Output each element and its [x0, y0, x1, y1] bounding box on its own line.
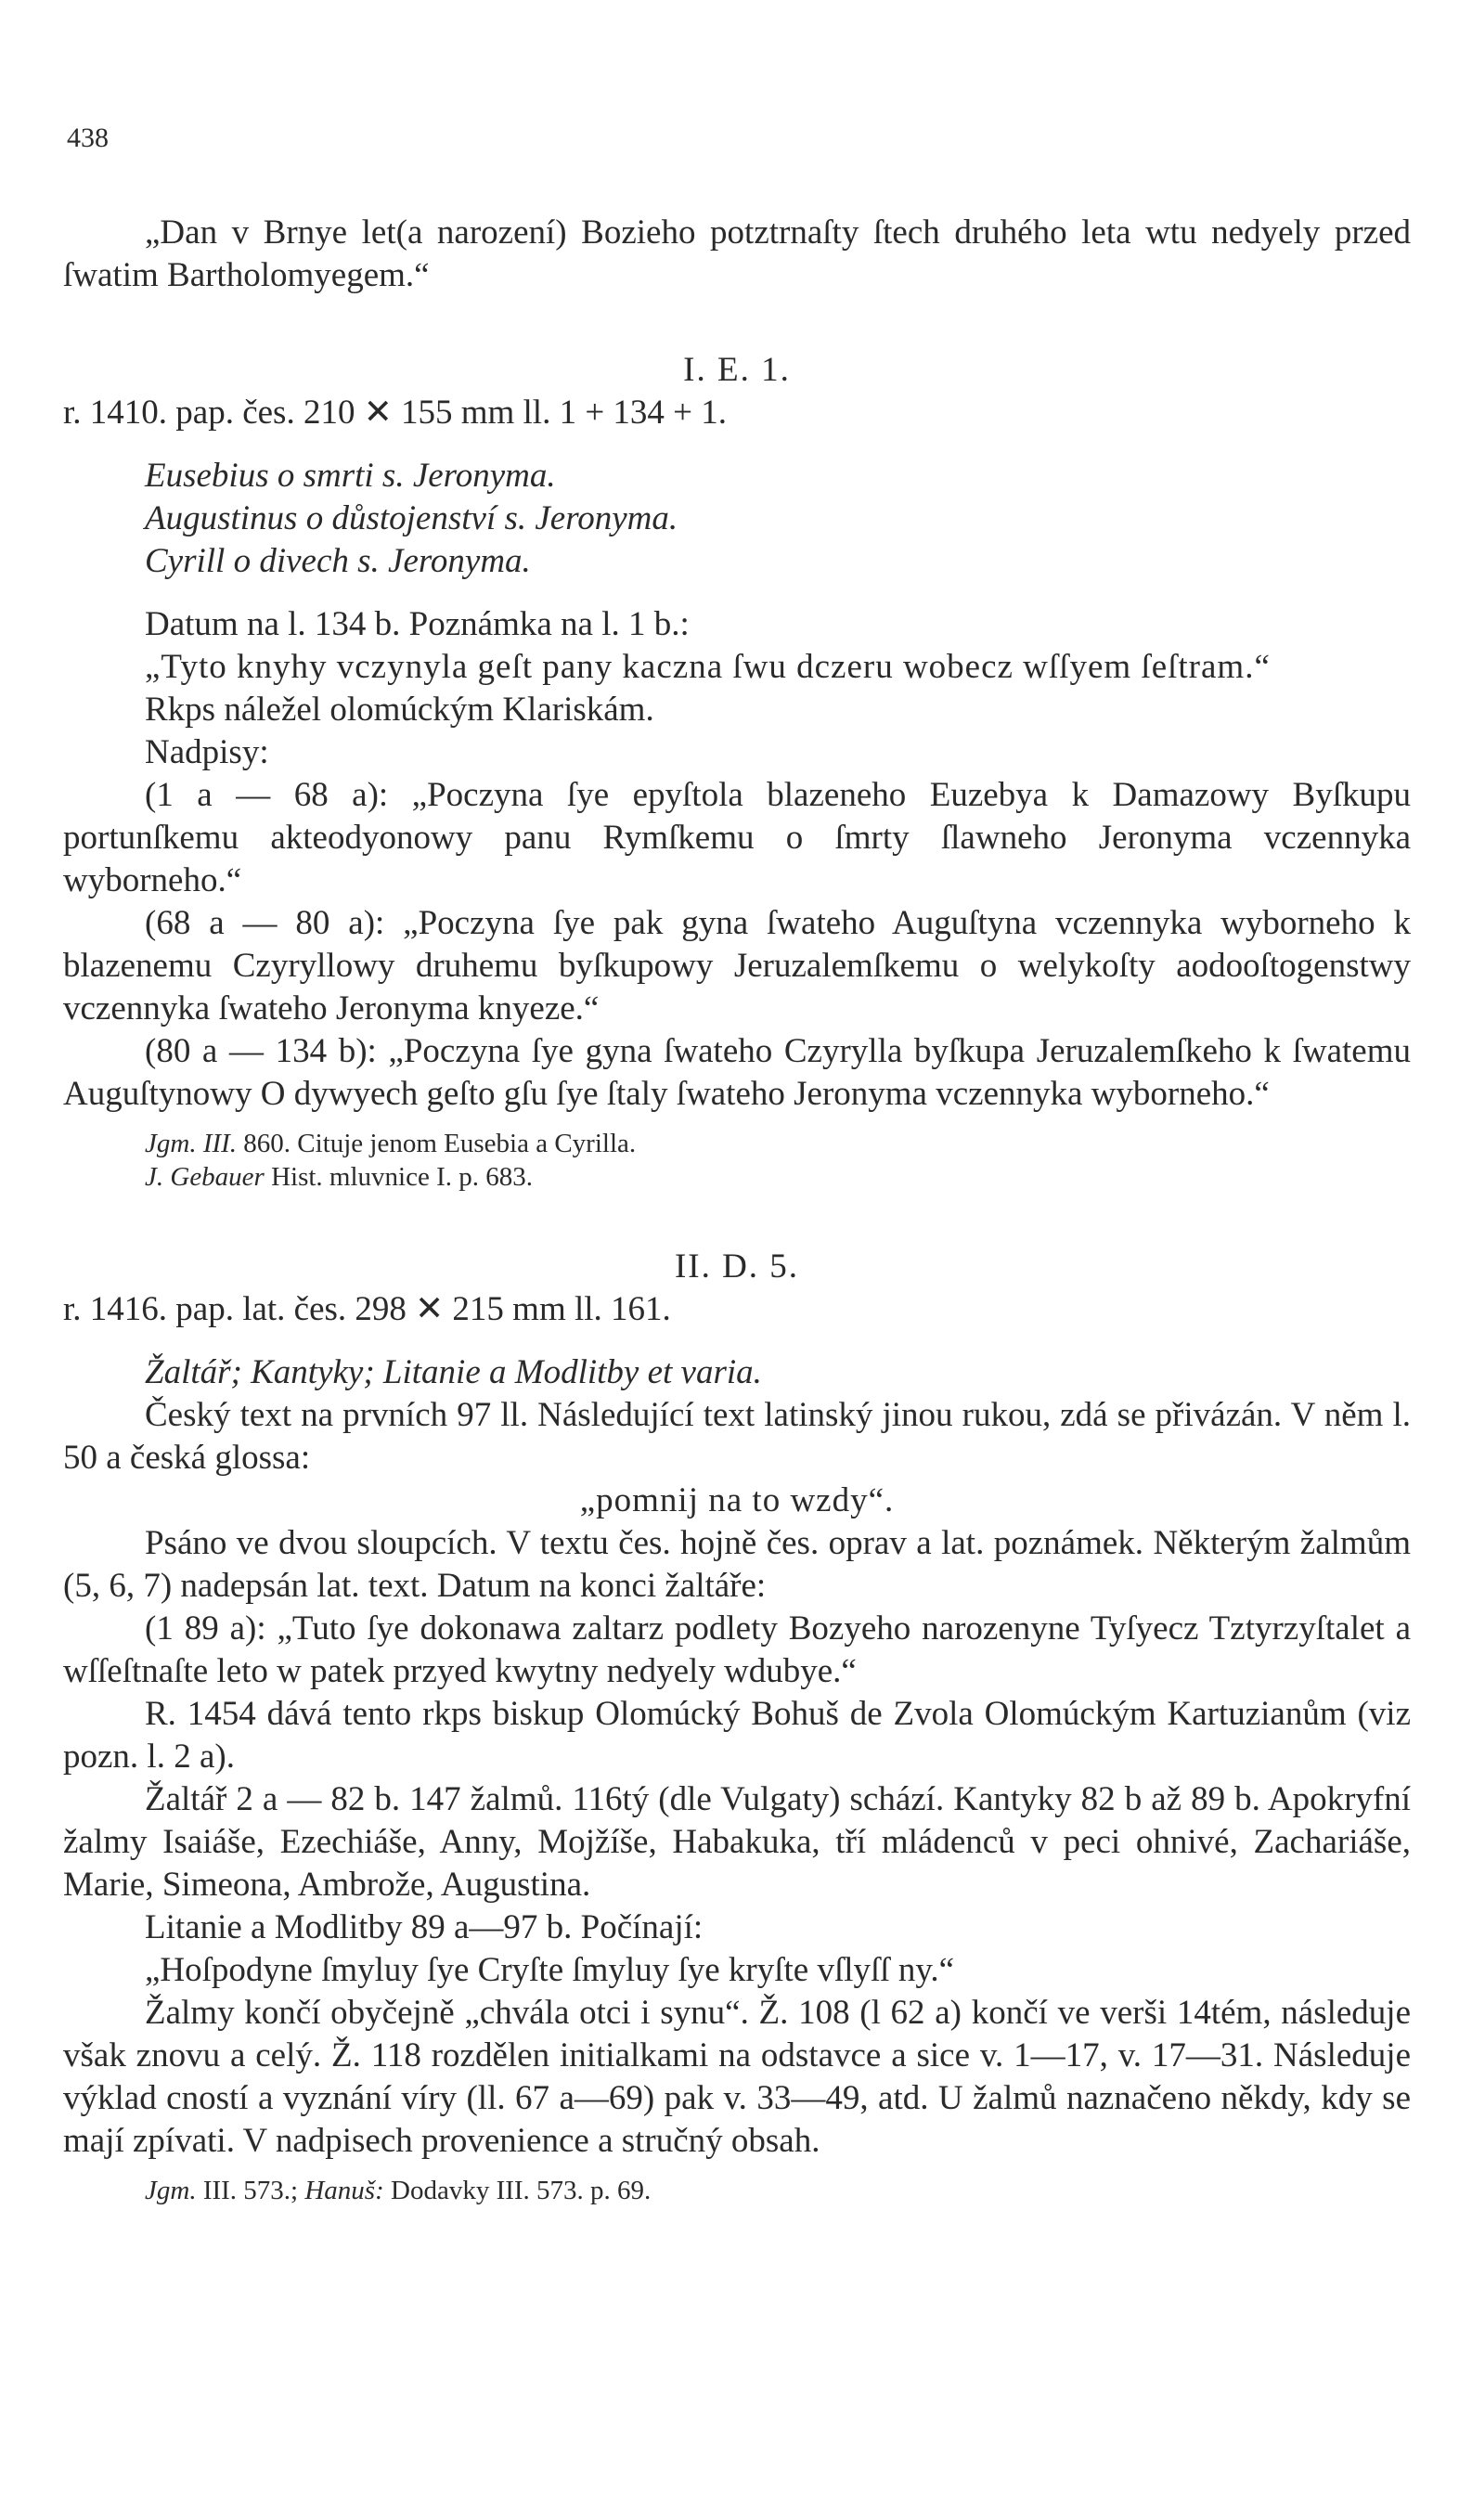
nadpis-entry: (68 a — 80 a): „Poczyna ſye pak gyna ſwateho Auguſtyna vczennyka wyborneho k blazenemu Czyryllowy druhemu byſkupowy Jeruzalemſkemu o welykoſty aodooſtogenstwy vczennyka ſwateho Jeronyma knyeze.“: [63, 904, 1411, 1027]
reference-label: J. Gebauer: [145, 1162, 265, 1192]
work-title: Eusebius o smrti s. Jeronyma.: [145, 457, 556, 495]
section-meta-2: r. 1416. pap. lat. čes. 298 ✕ 215 mm ll. 161.: [63, 1290, 671, 1328]
work-title: Augustinus o důstojenství s. Jeronyma.: [145, 499, 678, 537]
paragraph: R. 1454 dává tento rkps biskup Olomúcký Bohuš de Zvola Olomúckým Kartuzianům (viz pozn. l. 2 a).: [63, 1695, 1411, 1776]
section-heading-1: I. E. 1.: [683, 351, 791, 389]
paragraph: Žalmy končí obyčejně „chvála otci i synu“. Ž. 108 (l 62 a) končí ve verši 14tém, následuje však znovu a celý. Ž. 118 rozdělen initialkami na odstavce a sice v. 1—17, v. 17—31. Následuje výklad cností a vyznání víry (ll. 67 a—69) pak v. 33—49, atd. U žalmů naznačeno někdy, kdy se mají zpívati. V nadpisech provenience a stručný obsah.: [63, 1994, 1411, 2160]
paragraph: Psáno ve dvou sloupcích. V textu čes. hojně čes. oprav a lat. poznámek. Některým žalmům (5, 6, 7) nadepsán lat. text. Datum na konci žaltáře:: [63, 1524, 1411, 1605]
work-titles: [63, 455, 1411, 583]
reference-line: [63, 2174, 1411, 2207]
ownership-note: „Tyto knyhy vczynyla geſt pany kaczna ſwu dczeru wobecz wſſyem ſeſtram.“: [145, 648, 1271, 686]
paragraph: Žaltář 2 a — 82 b. 147 žalmů. 116tý (dle Vulgaty) schází. Kantyky 82 b až 89 b. Apokryfní žalmy Isaiáše, Ezechiáše, Anny, Mojžíše, Habakuka, tří mládenců v peci ohnivé, Zachariáše, Marie, Simeona, Ambrože, Augustina.: [63, 1780, 1411, 1904]
intro-quote: „Dan v Brnye let(a narození) Bozieho potztrnaſty ſtech druhého leta wtu nedyely przed ſwatim Bartholomyegem.“: [63, 213, 1411, 294]
page-content: [63, 212, 1411, 2207]
work-title: Žaltář; Kantyky; Litanie a Modlitby et varia.: [145, 1353, 762, 1391]
nadpisy-label: Nadpisy:: [145, 733, 269, 771]
datum-line: Datum na l. 134 b. Poznámka na l. 1 b.:: [145, 605, 690, 643]
reference-text: 860. Cituje jenom Eusebia a Cyrilla.: [243, 1129, 637, 1158]
reference-label: Jgm. III.: [145, 1129, 238, 1158]
reference-label: Jgm.: [145, 2176, 197, 2205]
paragraph: Český text na prvních 97 ll. Následující text latinský jinou rukou, zdá se přivázán. V něm l. 50 a česká glossa:: [63, 1396, 1411, 1477]
reference-text: III. 573.;: [202, 2176, 299, 2205]
page-number: 438: [67, 123, 109, 153]
reference-text: Hist. mluvnice I. p. 683.: [271, 1162, 534, 1192]
work-title: Cyrill o divech s. Jeronyma.: [145, 542, 531, 580]
paragraph: Litanie a Modlitby 89 a—97 b. Počínají:: [145, 1908, 704, 1946]
reference-line: [63, 1127, 1411, 1160]
section-meta-1: r. 1410. pap. čes. 210 ✕ 155 mm ll. 1 + 134 + 1.: [63, 394, 728, 432]
prayer-quote: „Hoſpodyne ſmyluy ſye Cryſte ſmyluy ſye kryſte vſlyſſ ny.“: [145, 1951, 955, 1989]
reference-label: Hanuš:: [304, 2176, 384, 2205]
reference-text: Dodavky III. 573. p. 69.: [391, 2176, 652, 2205]
section-heading-2: II. D. 5.: [674, 1247, 800, 1286]
paragraph: (1 89 a): „Tuto ſye dokonawa zaltarz podlety Bozyeho narozenyne Tyſyecz Tztyrzyſtalet a wſſeſtnaſte leto w patek przyed kwytny nedyely wdubye.“: [63, 1609, 1411, 1690]
reference-line: [63, 1160, 1411, 1194]
glossa-quote: „pomnij na to wzdy“.: [579, 1481, 895, 1519]
nadpis-entry: (80 a — 134 b): „Poczyna ſye gyna ſwateho Czyrylla byſkupa Jeruzalemſkeho k ſwatemu Auguſtynowy O dywyech geſto gſu ſye ſtaly ſwateho Jeronyma vczennyka wyborneho.“: [63, 1032, 1411, 1113]
nadpis-entry: (1 a — 68 a): „Poczyna ſye epyſtola blazeneho Euzebya k Damazowy Byſkupu portunſkemu akteodyonowy panu Rymſkemu o ſmrty ſlawneho Jeronyma vczennyka wyborneho.“: [63, 776, 1411, 899]
owner-line: Rkps náležel olomúckým Klariskám.: [145, 691, 654, 729]
